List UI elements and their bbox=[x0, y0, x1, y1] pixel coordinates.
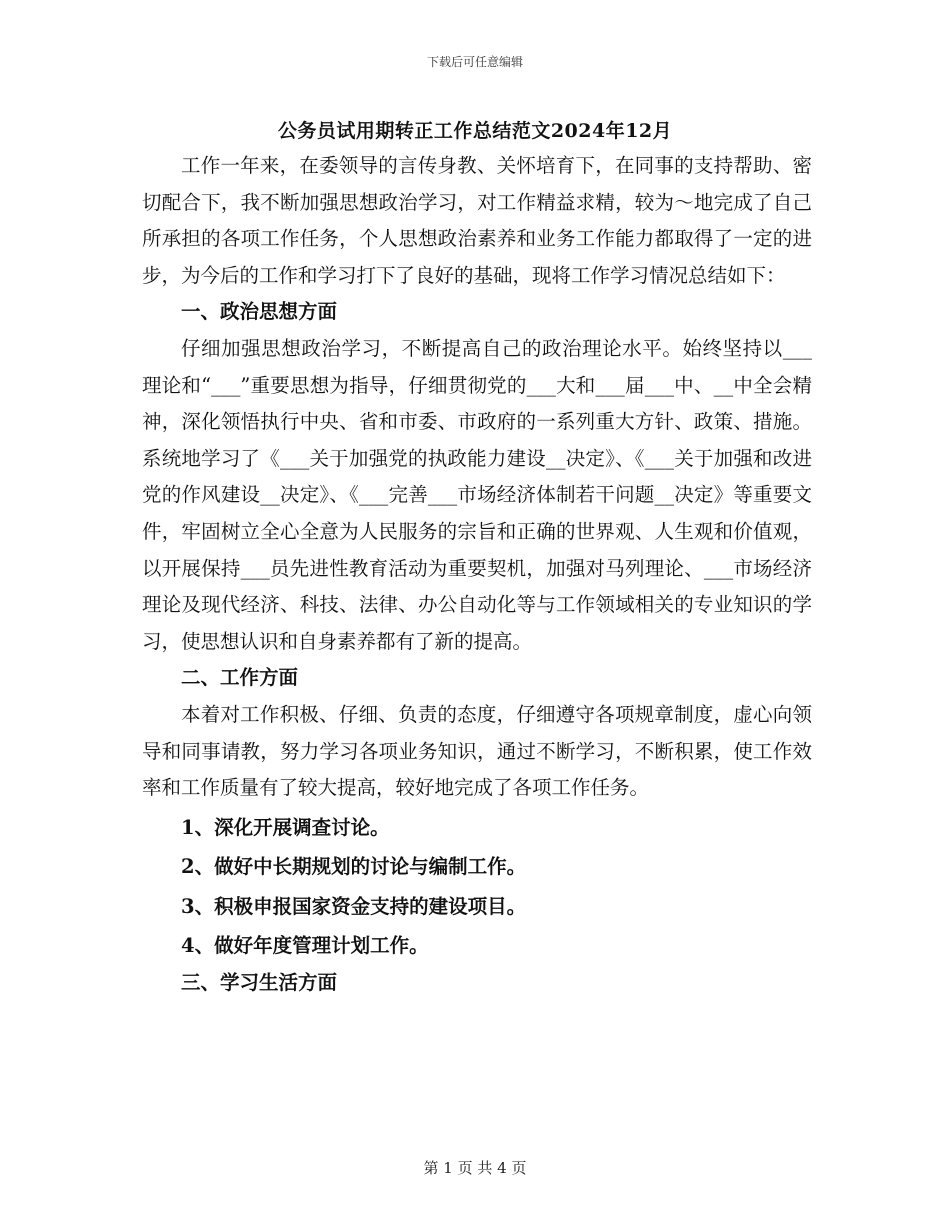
page-header-note: 下载后可任意编辑 bbox=[426, 55, 523, 69]
document-body bbox=[142, 148, 812, 1002]
work-item-2: 2、做好中长期规划的讨论与编制工作。 bbox=[181, 855, 527, 879]
work-item-3: 3、积极申报国家资金支持的建设项目。 bbox=[181, 894, 527, 918]
section-heading-work: 二、工作方面 bbox=[181, 666, 299, 690]
politics-paragraph: 仔细加强思想政治学习，不断提高自己的政治理论水平。始终坚持以___理论和“___”重要思想为指导，仔细贯彻党的___大和___届___中、__中全会精神，深化领悟执行中央、省和市委、市政府的一系列重大方针、政策、措施。系统地学习了《___关于加强党的执政能力建设__决定》、《___关于加强和改进党的作风建设__决定》、《___完善___市场经济体制若干问题__决定》等重要文件，牢固树立全心全意为人民服务的宗旨和正确的世界观、人生观和价值观，以开展保持___员先进性教育活动为重要契机，加强对马列理论、___市场经济理论及现代经济、科技、法律、办公自动化等与工作领域相关的专业知识的学习，使思想认识和自身素养都有了新的提高。 bbox=[142, 336, 812, 653]
work-item-4: 4、做好年度管理计划工作。 bbox=[181, 934, 429, 958]
page-footer: 第 1 页 共 4 页 bbox=[423, 1159, 527, 1177]
work-item-1: 1、深化开展调查讨论。 bbox=[181, 815, 390, 839]
section-heading-politics: 一、政治思想方面 bbox=[181, 300, 338, 324]
intro-paragraph: 工作一年来，在委领导的言传身教、关怀培育下，在同事的支持帮助、密切配合下，我不断加强思想政治学习，对工作精益求精，较为～地完成了自己所承担的各项工作任务，个人思想政治素养和业务工作能力都取得了一定的进步，为今后的工作和学习打下了良好的基础，现将工作学习情况总结如下： bbox=[142, 154, 812, 287]
section-heading-study: 三、学习生活方面 bbox=[181, 971, 338, 995]
work-paragraph: 本着对工作积极、仔细、负责的态度，仔细遵守各项规章制度，虚心向领导和同事请教，努力学习各项业务知识，通过不断学习，不断积累，使工作效率和工作质量有了较大提高，较好地完成了各项工作任务。 bbox=[142, 702, 812, 800]
document-title: 公务员试用期转正工作总结范文2024年12月 bbox=[277, 120, 673, 142]
